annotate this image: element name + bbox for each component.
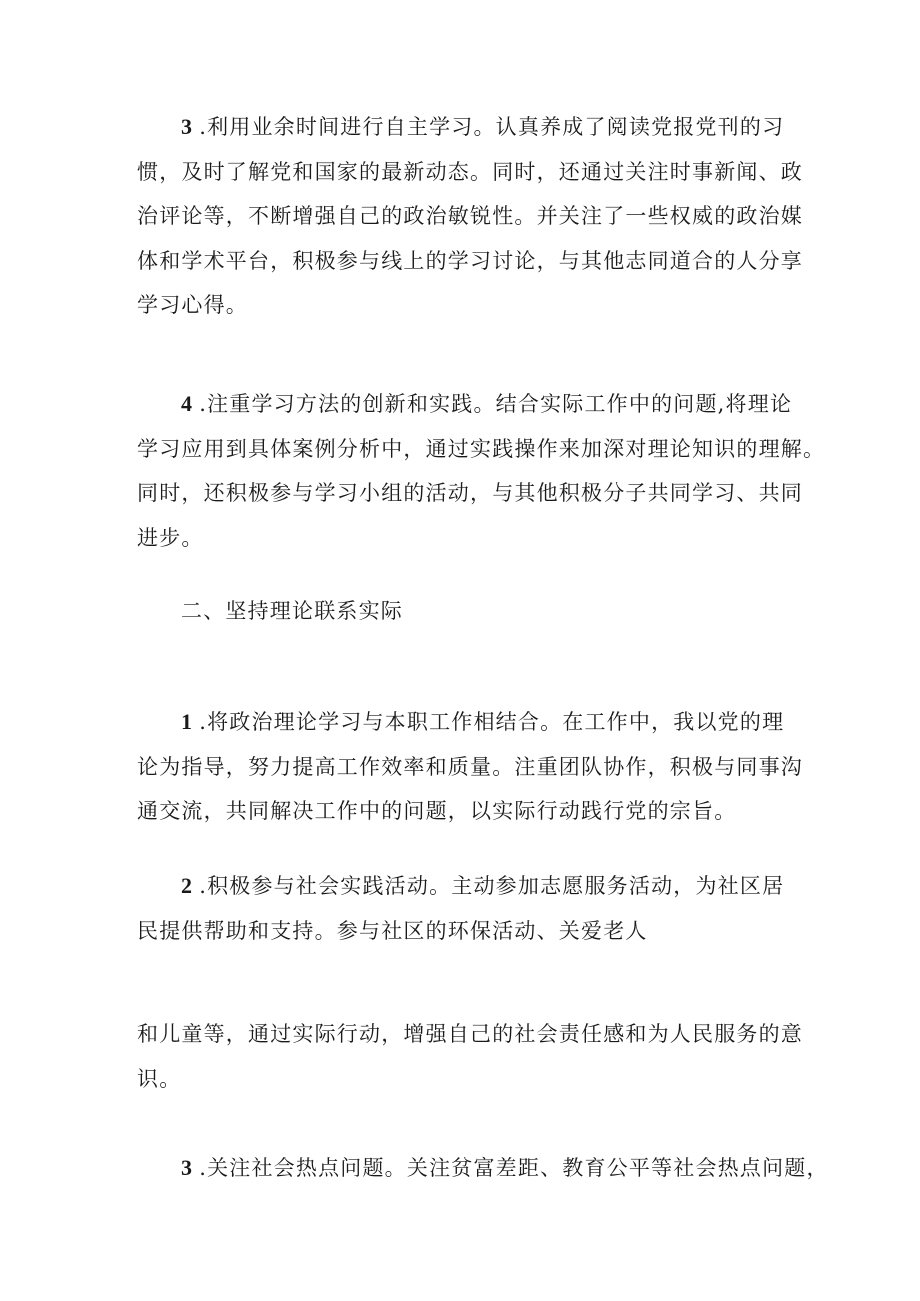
paragraph-line: 学习应用到具体案例分析中，通过实践操作来加深对理论知识的理解。 — [137, 436, 826, 461]
paragraph-4-learning-methods — [137, 382, 826, 560]
paragraph-line: 治评论等，不断增强自己的政治敏锐性。并关注了一些权威的政治媒 — [137, 204, 803, 228]
item-number: 3 — [181, 114, 194, 139]
paragraph-line: 2 .积极参与社会实践活动。主动参加志愿服务活动，为社区居 — [181, 873, 785, 898]
item-number: 4 — [181, 391, 194, 416]
paragraph-line: 识。 — [137, 1066, 182, 1091]
paragraph-line: 体和学术平台，积极参与线上的学习讨论，与其他志同道合的人分享 — [137, 248, 803, 273]
paragraph-2-continued — [137, 1012, 803, 1101]
paragraph-line: 民提供帮助和支持。参与社区的环保活动、关爱老人 — [137, 918, 648, 943]
paragraph-line: 论为指导，努力提高工作效率和质量。注重团队协作，积极与同事沟 — [137, 754, 803, 779]
section-heading: 二、坚持理论联系实际 — [181, 599, 403, 623]
paragraph-line: 进步。 — [137, 525, 204, 550]
paragraph-line: 1 .将政治理论学习与本职工作相结合。在工作中，我以党的理 — [181, 709, 785, 734]
paragraph-line: 惯，及时了解党和国家的最新动态。同时，还通过关注时事新闻、政 — [137, 159, 803, 184]
paragraph-2-social-practice — [137, 864, 797, 953]
paragraph-3-self-study — [137, 105, 803, 328]
paragraph-line: 学习心得。 — [137, 293, 248, 317]
paragraph-line: 3 .关注社会热点问题。关注贫富差距、教育公平等社会热点问题， — [181, 1155, 829, 1180]
item-number: 1 — [181, 709, 194, 734]
paragraph-line: 和儿童等，通过实际行动，增强自己的社会责任感和为人民服务的意 — [137, 1022, 803, 1046]
item-number: 3 — [181, 1155, 194, 1180]
item-number: 2 — [181, 873, 194, 898]
paragraph-1-combine-work — [137, 700, 803, 834]
paragraph-3-social-issues — [137, 1146, 829, 1191]
paragraph-line: 3 .利用业余时间进行自主学习。认真养成了阅读党报党刊的习 — [181, 114, 785, 139]
paragraph-line: 通交流，共同解决工作中的问题，以实际行动践行党的宗旨。 — [137, 799, 737, 823]
paragraph-line: 同时，还积极参与学习小组的活动，与其他积极分子共同学习、共同 — [137, 481, 803, 505]
paragraph-line: 4 .注重学习方法的创新和实践。结合实际工作中的问题,将理论 — [181, 391, 793, 416]
